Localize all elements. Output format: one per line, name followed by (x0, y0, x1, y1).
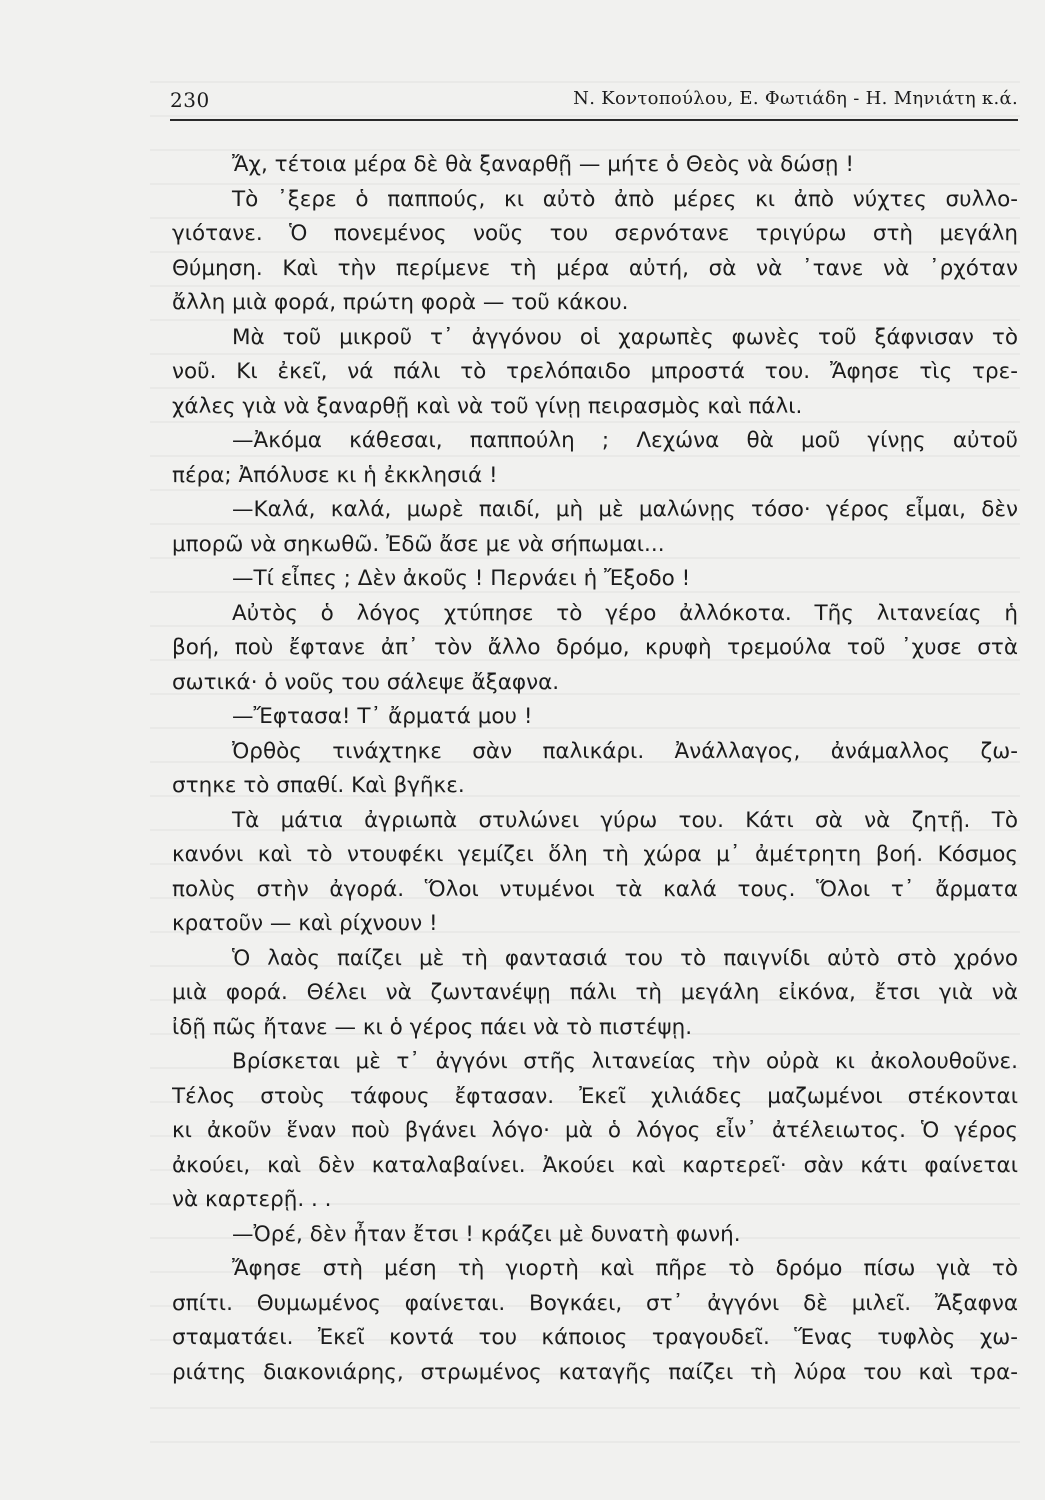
text-line: χάλες γιὰ νὰ ξαναρθῇ καὶ νὰ τοῦ γίνῃ πειρασμὸς καὶ πάλι. (172, 393, 803, 419)
page-number: 230 (170, 88, 210, 112)
text-line: —Καλά, καλά, μωρὲ παιδί, μὴ μὲ μαλώνῃς τόσο· γέρος εἶμαι, δὲν (232, 497, 1018, 522)
text-line: νοῦ. Κι ἐκεῖ, νά πάλι τὸ τρελόπαιδο μπροστά του. Ἄφησε τὶς τρε- (172, 359, 1018, 384)
text-line: κρατοῦν — καὶ ρίχνουν ! (172, 911, 438, 936)
text-line: κανόνι καὶ τὸ ντουφέκι γεμίζει ὅλη τὴ χώρα μ᾽ ἀμέτρητη βοή. Κόσμος (172, 842, 1018, 867)
header-rule (170, 119, 1018, 121)
text-line: σπίτι. Θυμωμένος φαίνεται. Βογκάει, στ᾽ ἀγγόνι δὲ μιλεῖ. Ἄξαφνα (172, 1290, 1018, 1316)
running-head: Ν. Κοντοπούλου, Ε. Φωτιάδη - Η. Μηνιάτη κ.ά. (573, 88, 1018, 109)
text-line: ἀκούει, καὶ δὲν καταλαβαίνει. Ἀκούει καὶ καρτερεῖ· σὰν κάτι φαίνεται (172, 1152, 1018, 1178)
text-line: Ὀρθὸς τινάχτηκε σὰν παλικάρι. Ἀνάλλαγος, ἀνάμαλλος ζω- (232, 738, 1018, 764)
text-line: Ἄφησε στὴ μέση τὴ γιορτὴ καὶ πῆρε τὸ δρόμο πίσω γιὰ τὸ (232, 1256, 1018, 1281)
text-line: σωτικά· ὁ νοῦς του σάλεψε ἄξαφνα. (172, 669, 560, 695)
text-line: ἄλλη μιὰ φορά, πρώτη φορὰ — τοῦ κάκου. (172, 290, 629, 315)
text-line: —Ὀρέ, δὲν ἦταν ἔτσι ! κράζει μὲ δυνατὴ φωνή. (232, 1221, 741, 1247)
text-line: πολὺς στὴν ἀγορά. Ὅλοι ντυμένοι τὰ καλά τους. Ὅλοι τ᾽ ἄρματα (172, 876, 1018, 902)
text-line: ριάτης διακονιάρης, στρωμένος καταγῆς παίζει τὴ λύρα του καὶ τρα- (172, 1359, 1018, 1385)
text-line: Αὐτὸς ὁ λόγος χτύπησε τὸ γέρο ἀλλόκοτα. Τῆς λιτανείας ἡ (232, 600, 1018, 626)
text-line: —Ἔφτασα! Τ᾽ ἄρματά μου ! (232, 704, 533, 729)
text-line: ἰδῇ πῶς ἤτανε — κι ὁ γέρος πάει νὰ τὸ πιστέψῃ. (172, 1014, 693, 1040)
text-line: Βρίσκεται μὲ τ᾽ ἀγγόνι στῆς λιτανείας τὴν οὐρὰ κι ἀκολουθοῦνε. (232, 1049, 1018, 1074)
text-line: γιότανε. Ὁ πονεμένος νοῦς του σερνότανε τριγύρω στὴ μεγάλη (172, 221, 1018, 246)
text-line: στηκε τὸ σπαθί. Καὶ βγῆκε. (172, 773, 465, 798)
text-line: πέρα; Ἀπόλυσε κι ἡ ἐκκλησιά ! (172, 462, 498, 488)
text-line: Ἄχ, τέτοια μέρα δὲ θὰ ξαναρθῇ — μήτε ὁ Θεὸς νὰ δώσῃ ! (232, 152, 854, 177)
text-line: Θύμηση. Καὶ τὴν περίμενε τὴ μέρα αὐτή, σὰ νὰ ᾽τανε νὰ ᾽ρχόταν (172, 255, 1018, 281)
text-line: Μὰ τοῦ μικροῦ τ᾽ ἀγγόνου οἱ χαρωπὲς φωνὲς τοῦ ξάφνισαν τὸ (232, 324, 1018, 350)
text-line: νὰ καρτερῇ. . . (172, 1187, 332, 1212)
text-line: —Τί εἶπες ; Δὲν ἀκοῦς ! Περνάει ἡ Ἔξοδο ! (232, 566, 691, 591)
text-line: Τὸ ᾽ξερε ὁ παππούς, κι αὐτὸ ἀπὸ μέρες κι ἀπὸ νύχτες συλλο- (232, 186, 1018, 212)
page-header (170, 88, 1018, 118)
text-line: σταματάει. Ἐκεῖ κοντά του κάποιος τραγουδεῖ. Ἕνας τυφλὸς χω- (172, 1325, 1018, 1350)
text-line: —Ἀκόμα κάθεσαι, παππούλη ; Λεχώνα θὰ μοῦ γίνῃς αὐτοῦ (232, 428, 1018, 453)
text-line: βοή, ποὺ ἔφτανε ἀπ᾽ τὸν ἄλλο δρόμο, κρυφὴ τρεμούλα τοῦ ᾽χυσε στὰ (172, 635, 1018, 660)
text-line: μιὰ φορά. Θέλει νὰ ζωντανέψῃ πάλι τὴ μεγάλη εἰκόνα, ἔτσι γιὰ νὰ (172, 980, 1018, 1005)
body-text (172, 148, 1018, 1390)
text-line: Τὰ μάτια ἀγριωπὰ στυλώνει γύρω του. Κάτι σὰ νὰ ζητῇ. Τὸ (232, 807, 1018, 833)
text-line: κι ἀκοῦν ἕναν ποὺ βγάνει λόγο· μὰ ὁ λόγος εἶν᾽ ἀτέλειωτος. Ὁ γέρος (172, 1118, 1018, 1143)
text-line: μπορῶ νὰ σηκωθῶ. Ἐδῶ ἄσε με νὰ σήπωμαι... (172, 531, 665, 557)
text-line: Τέλος στοὺς τάφους ἔφτασαν. Ἐκεῖ χιλιάδες μαζωμένοι στέκονται (172, 1083, 1018, 1109)
text-line: Ὁ λαὸς παίζει μὲ τὴ φαντασιά του τὸ παιγνίδι αὐτὸ στὸ χρόνο (232, 945, 1018, 971)
